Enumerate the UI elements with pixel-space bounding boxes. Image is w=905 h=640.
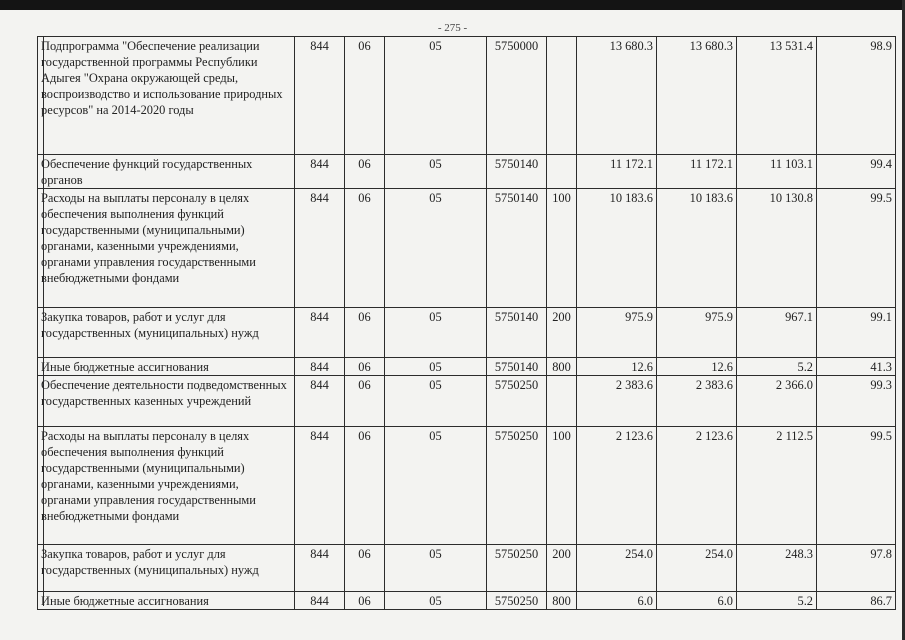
table-row: [38, 592, 896, 610]
section-code: 06: [345, 592, 385, 610]
target-article-code: 5750250: [487, 427, 547, 545]
refined-amount: 6.0: [657, 592, 737, 610]
expense-type-code: [547, 155, 577, 189]
target-article-code: 5750250: [487, 545, 547, 592]
subsection-code: 05: [385, 308, 487, 358]
executed-amount: 10 130.8: [737, 189, 817, 308]
approved-amount: 13 680.3: [577, 37, 657, 155]
execution-percent: 86.7: [817, 592, 896, 610]
target-article-code: 5750250: [487, 592, 547, 610]
subsection-code: 05: [385, 155, 487, 189]
table-row: [38, 545, 896, 592]
refined-amount: 13 680.3: [657, 37, 737, 155]
ministry-code: 844: [295, 189, 345, 308]
approved-amount: 2 123.6: [577, 427, 657, 545]
ministry-code: 844: [295, 545, 345, 592]
execution-percent: 99.1: [817, 308, 896, 358]
execution-percent: 98.9: [817, 37, 896, 155]
expense-type-code: 800: [547, 358, 577, 376]
expense-type-code: [547, 37, 577, 155]
approved-amount: 975.9: [577, 308, 657, 358]
approved-amount: 254.0: [577, 545, 657, 592]
expense-type-code: 800: [547, 592, 577, 610]
approved-amount: 10 183.6: [577, 189, 657, 308]
execution-percent: 97.8: [817, 545, 896, 592]
execution-percent: 99.5: [817, 427, 896, 545]
refined-amount: 254.0: [657, 545, 737, 592]
execution-percent: 41.3: [817, 358, 896, 376]
target-article-code: 5750140: [487, 155, 547, 189]
refined-amount: 2 383.6: [657, 376, 737, 427]
section-code: 06: [345, 427, 385, 545]
executed-amount: 11 103.1: [737, 155, 817, 189]
execution-percent: 99.3: [817, 376, 896, 427]
row-description: Расходы на выплаты персоналу в целях обеспечения выполнения функций государственными (муниципальными) органами, казенными учреждениями, органами управления государственными внебюджетными фондами: [38, 189, 295, 308]
refined-amount: 975.9: [657, 308, 737, 358]
ministry-code: 844: [295, 592, 345, 610]
executed-amount: 5.2: [737, 358, 817, 376]
subsection-code: 05: [385, 427, 487, 545]
page-number: - 275 -: [437, 22, 468, 34]
executed-amount: 2 112.5: [737, 427, 817, 545]
expense-type-code: 100: [547, 427, 577, 545]
executed-amount: 5.2: [737, 592, 817, 610]
scan-top-border: [0, 0, 905, 10]
approved-amount: 2 383.6: [577, 376, 657, 427]
table-row: [38, 37, 896, 155]
table-row: [38, 155, 896, 189]
executed-amount: 967.1: [737, 308, 817, 358]
row-description: Обеспечение функций государственных органов: [38, 155, 295, 189]
subsection-code: 05: [385, 189, 487, 308]
row-description: Иные бюджетные ассигнования: [38, 358, 295, 376]
table-row: [38, 189, 896, 308]
subsection-code: 05: [385, 358, 487, 376]
subsection-code: 05: [385, 376, 487, 427]
ministry-code: 844: [295, 37, 345, 155]
approved-amount: 12.6: [577, 358, 657, 376]
table-row: [38, 308, 896, 358]
section-code: 06: [345, 37, 385, 155]
row-description: Иные бюджетные ассигнования: [38, 592, 295, 610]
table-row: [38, 427, 896, 545]
executed-amount: 248.3: [737, 545, 817, 592]
execution-percent: 99.4: [817, 155, 896, 189]
section-code: 06: [345, 308, 385, 358]
section-code: 06: [345, 189, 385, 308]
ministry-code: 844: [295, 376, 345, 427]
ministry-code: 844: [295, 358, 345, 376]
table-row: [38, 358, 896, 376]
row-description: Закупка товаров, работ и услуг для государственных (муниципальных) нужд: [38, 308, 295, 358]
ministry-code: 844: [295, 427, 345, 545]
table-row: [38, 376, 896, 427]
row-description: Подпрограмма "Обеспечение реализации государственной программы Республики Адыгея "Охрана окружающей среды, воспроизводство и использование природных ресурсов" на 2014-2020 годы: [38, 37, 295, 155]
executed-amount: 2 366.0: [737, 376, 817, 427]
subsection-code: 05: [385, 37, 487, 155]
row-description: Расходы на выплаты персоналу в целях обеспечения выполнения функций государственными (муниципальными) органами, казенными учреждениями, органами управления государственными внебюджетными фондами: [38, 427, 295, 545]
section-code: 06: [345, 376, 385, 427]
subsection-code: 05: [385, 545, 487, 592]
row-description: Закупка товаров, работ и услуг для государственных (муниципальных) нужд: [38, 545, 295, 592]
execution-percent: 99.5: [817, 189, 896, 308]
executed-amount: 13 531.4: [737, 37, 817, 155]
ministry-code: 844: [295, 308, 345, 358]
target-article-code: 5750140: [487, 308, 547, 358]
expense-type-code: 200: [547, 545, 577, 592]
refined-amount: 2 123.6: [657, 427, 737, 545]
refined-amount: 11 172.1: [657, 155, 737, 189]
approved-amount: 11 172.1: [577, 155, 657, 189]
target-article-code: 5750140: [487, 189, 547, 308]
expense-type-code: [547, 376, 577, 427]
section-code: 06: [345, 155, 385, 189]
section-code: 06: [345, 358, 385, 376]
subsection-code: 05: [385, 592, 487, 610]
refined-amount: 10 183.6: [657, 189, 737, 308]
expense-type-code: 200: [547, 308, 577, 358]
budget-table: [37, 36, 896, 610]
refined-amount: 12.6: [657, 358, 737, 376]
ministry-code: 844: [295, 155, 345, 189]
section-code: 06: [345, 545, 385, 592]
target-article-code: 5750000: [487, 37, 547, 155]
approved-amount: 6.0: [577, 592, 657, 610]
expense-type-code: 100: [547, 189, 577, 308]
row-description: Обеспечение деятельности подведомственных государственных казенных учреждений: [38, 376, 295, 427]
target-article-code: 5750140: [487, 358, 547, 376]
target-article-code: 5750250: [487, 376, 547, 427]
